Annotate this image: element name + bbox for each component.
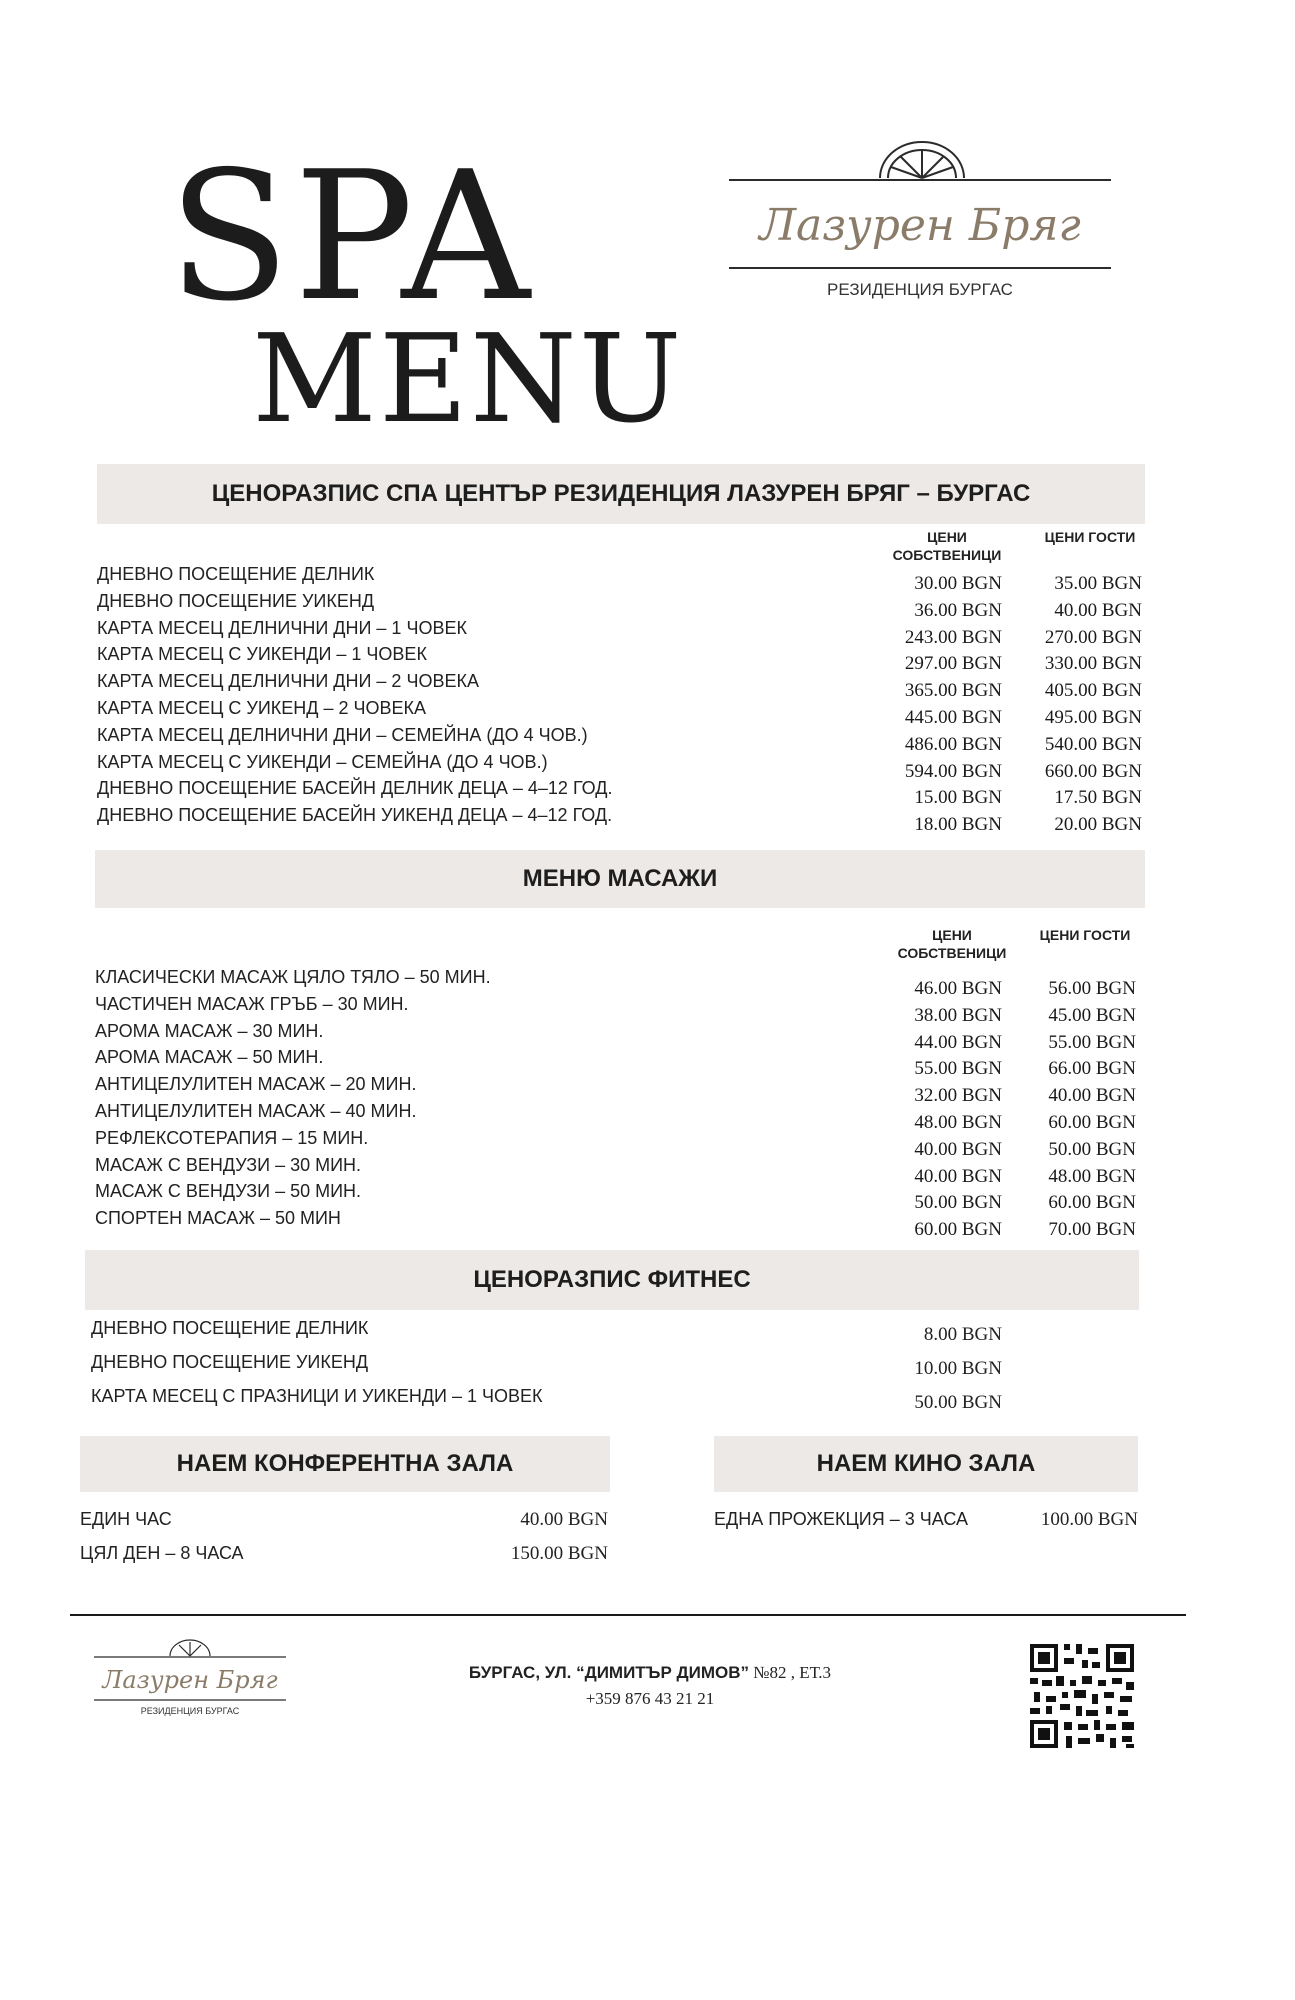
- spa-row-label: КАРТА МЕСЕЦ С УИКЕНД – 2 ЧОВЕКА: [97, 697, 426, 718]
- massage-guest-price: 60.00 BGN: [1048, 1192, 1136, 1214]
- page-title-spa: SPA: [168, 133, 534, 340]
- logo-subtitle: РЕЗИДЕНЦИЯ БУРГАС: [827, 280, 1013, 299]
- spa-owner-price: 297.00 BGN: [904, 653, 1002, 675]
- spa-owner-price: 15.00 BGN: [914, 787, 1002, 809]
- spa-owner-prices: [860, 571, 1002, 839]
- spa-row-label: ДНЕВНО ПОСЕЩЕНИЕ ДЕЛНИК: [97, 564, 375, 584]
- massage-owner-price: 32.00 BGN: [914, 1085, 1002, 1107]
- fitness-row-price: 10.00 BGN: [914, 1358, 1002, 1379]
- address-street: БУРГАС, УЛ. “ДИМИТЪР ДИМОВ”: [468, 1663, 750, 1682]
- massage-guest-price: 60.00 BGN: [1048, 1111, 1136, 1133]
- spa-guest-price: 35.00 BGN: [1054, 573, 1142, 594]
- massage-label: АРОМА МАСАЖ – 30 МИН.: [95, 1020, 324, 1041]
- fitness-heading: ЦЕНОРАЗПИС ФИТНЕС: [85, 1250, 1139, 1310]
- massage-owner-price: 60.00 BGN: [914, 1219, 1002, 1241]
- logo-name: Лазурен Бряг: [759, 200, 1081, 251]
- cinema-row-price: 100.00 BGN: [1040, 1509, 1138, 1530]
- fitness-row: [91, 1352, 1011, 1386]
- massage-owner-price: 40.00 BGN: [914, 1165, 1002, 1187]
- spa-owner-price: 243.00 BGN: [904, 626, 1002, 648]
- massage-guest-prices: [994, 976, 1136, 1244]
- cinema-heading: НАЕМ КИНО ЗАЛА: [714, 1436, 1138, 1492]
- massage-label: КЛАСИЧЕСКИ МАСАЖ ЦЯЛО ТЯЛО – 50 МИН.: [95, 967, 491, 987]
- footer-logo-subtitle: РЕЗИДЕНЦИЯ БУРГАС: [140, 1706, 240, 1716]
- footer-divider: [70, 1614, 1186, 1616]
- conference-row-price: 40.00 BGN: [520, 1509, 608, 1530]
- fitness-row-price: 8.00 BGN: [923, 1324, 1002, 1345]
- spa-row-label: КАРТА МЕСЕЦ ДЕЛНИЧНИ ДНИ – СЕМЕЙНА (ДО 4 ЧОВ.): [97, 724, 588, 745]
- spa-guest-price: 330.00 BGN: [1044, 653, 1142, 675]
- massage-labels: [95, 964, 491, 1232]
- spa-owner-price: 36.00 BGN: [914, 599, 1002, 621]
- spa-row-label: ДНЕВНО ПОСЕЩЕНИЕ БАСЕЙН ДЕЛНИК ДЕЦА – 4–12 ГОД.: [97, 778, 613, 799]
- massage-owner-price: 50.00 BGN: [914, 1192, 1002, 1214]
- massage-guest-price: 40.00 BGN: [1048, 1085, 1136, 1107]
- spa-prices-heading: ЦЕНОРАЗПИС СПА ЦЕНТЪР РЕЗИДЕНЦИЯ ЛАЗУРЕН БРЯГ – БУРГАС: [97, 464, 1145, 524]
- fitness-row-label: КАРТА МЕСЕЦ С ПРАЗНИЦИ И УИКЕНДИ – 1 ЧОВЕК: [91, 1386, 543, 1406]
- spa-guest-price: 17.50 BGN: [1054, 787, 1142, 809]
- fitness-row-price: 50.00 BGN: [914, 1392, 1002, 1413]
- conference-row-price: 150.00 BGN: [510, 1543, 608, 1564]
- spa-owner-price: 594.00 BGN: [904, 760, 1002, 782]
- massage-guest-price: 48.00 BGN: [1048, 1165, 1136, 1187]
- address-number: №82 , ЕТ.3: [749, 1663, 832, 1682]
- spa-guest-price: 405.00 BGN: [1044, 680, 1142, 702]
- massage-col-guests: ЦЕНИ ГОСТИ: [1039, 927, 1131, 943]
- spa-guest-price: 495.00 BGN: [1044, 706, 1142, 728]
- massage-owner-price: 55.00 BGN: [914, 1058, 1002, 1080]
- massage-owner-price: 38.00 BGN: [914, 1004, 1002, 1026]
- fitness-row-label: ДНЕВНО ПОСЕЩЕНИЕ ДЕЛНИК: [91, 1318, 369, 1338]
- spa-col-guests: ЦЕНИ ГОСТИ: [1044, 529, 1136, 545]
- massage-owner-price: 48.00 BGN: [914, 1111, 1002, 1133]
- massage-guest-price: 66.00 BGN: [1048, 1058, 1136, 1080]
- massage-owner-prices: [860, 976, 1002, 1244]
- fitness-row: [91, 1318, 1011, 1352]
- spa-owner-price: 30.00 BGN: [914, 573, 1002, 594]
- spa-row-label: КАРТА МЕСЕЦ С УИКЕНДИ – 1 ЧОВЕК: [97, 644, 427, 665]
- conference-heading: НАЕМ КОНФЕРЕНТНА ЗАЛА: [80, 1436, 610, 1492]
- massage-label: ЧАСТИЧЕН МАСАЖ ГРЪБ – 30 МИН.: [95, 993, 409, 1014]
- spa-guest-prices: [1000, 571, 1142, 839]
- spa-col-owners: ЦЕНИ СОБСТВЕНИЦИ: [892, 529, 1002, 563]
- fitness-row: [91, 1386, 1011, 1420]
- page-title-menu: MENU: [252, 308, 684, 450]
- massages-heading: МЕНЮ МАСАЖИ: [95, 850, 1145, 908]
- massage-guest-price: 45.00 BGN: [1048, 1004, 1136, 1026]
- qr-code-icon: [1026, 1640, 1138, 1752]
- spa-row-label: КАРТА МЕСЕЦ ДЕЛНИЧНИ ДНИ – 1 ЧОВЕК: [97, 617, 467, 638]
- spa-guest-price: 40.00 BGN: [1054, 599, 1142, 621]
- spa-row-label: ДНЕВНО ПОСЕЩЕНИЕ УИКЕНД: [97, 590, 375, 611]
- spa-owner-price: 18.00 BGN: [914, 814, 1002, 836]
- massage-guest-price: 55.00 BGN: [1048, 1031, 1136, 1053]
- massage-label: РЕФЛЕКСОТЕРАПИЯ – 15 МИН.: [95, 1127, 369, 1148]
- massage-label: МАСАЖ С ВЕНДУЗИ – 50 МИН.: [95, 1181, 362, 1202]
- fitness-row-label: ДНЕВНО ПОСЕЩЕНИЕ УИКЕНД: [91, 1352, 369, 1372]
- massage-label: АРОМА МАСАЖ – 50 МИН.: [95, 1047, 324, 1068]
- footer-logo-name: Лазурен Бряг: [102, 1666, 278, 1694]
- massage-owner-price: 46.00 BGN: [914, 978, 1002, 999]
- massage-guest-price: 70.00 BGN: [1048, 1219, 1136, 1241]
- massage-col-owners: ЦЕНИ СОБСТВЕНИЦИ: [897, 927, 1007, 961]
- massage-guest-price: 56.00 BGN: [1048, 978, 1136, 999]
- spa-guest-price: 660.00 BGN: [1044, 760, 1142, 782]
- massage-label: АНТИЦЕЛУЛИТЕН МАСАЖ – 40 МИН.: [95, 1100, 417, 1121]
- massage-owner-price: 40.00 BGN: [914, 1138, 1002, 1160]
- massage-guest-price: 50.00 BGN: [1048, 1138, 1136, 1160]
- conference-row: [80, 1509, 608, 1539]
- spa-labels: [97, 561, 612, 829]
- footer-phone: +359 876 43 21 21: [585, 1689, 715, 1708]
- massage-label: СПОРТЕН МАСАЖ – 50 МИН: [95, 1208, 341, 1229]
- spa-guest-price: 270.00 BGN: [1044, 626, 1142, 648]
- footer-logo: [90, 1636, 290, 1720]
- massage-label: МАСАЖ С ВЕНДУЗИ – 30 МИН.: [95, 1154, 362, 1175]
- spa-owner-price: 486.00 BGN: [904, 733, 1002, 755]
- spa-row-label: ДНЕВНО ПОСЕЩЕНИЕ БАСЕЙН УИКЕНД ДЕЦА – 4–12 ГОД.: [97, 805, 613, 826]
- spa-owner-price: 445.00 BGN: [904, 706, 1002, 728]
- cinema-row: [714, 1509, 1138, 1539]
- massage-label: АНТИЦЕЛУЛИТЕН МАСАЖ – 20 МИН.: [95, 1074, 417, 1095]
- conference-row: [80, 1543, 608, 1573]
- spa-owner-price: 365.00 BGN: [904, 680, 1002, 702]
- spa-row-label: КАРТА МЕСЕЦ С УИКЕНДИ – СЕМЕЙНА (ДО 4 ЧОВ.): [97, 751, 548, 772]
- spa-guest-price: 20.00 BGN: [1054, 814, 1142, 836]
- conference-row-label: ЕДИН ЧАС: [80, 1509, 172, 1529]
- massage-owner-price: 44.00 BGN: [914, 1031, 1002, 1053]
- footer-address: [400, 1660, 900, 1712]
- cinema-row-label: ЕДНА ПРОЖЕКЦИЯ – 3 ЧАСА: [714, 1509, 968, 1529]
- logo-lazuren-bryag: [725, 140, 1115, 305]
- spa-guest-price: 540.00 BGN: [1044, 733, 1142, 755]
- conference-row-label: ЦЯЛ ДЕН – 8 ЧАСА: [80, 1543, 244, 1563]
- spa-row-label: КАРТА МЕСЕЦ ДЕЛНИЧНИ ДНИ – 2 ЧОВЕКА: [97, 671, 479, 692]
